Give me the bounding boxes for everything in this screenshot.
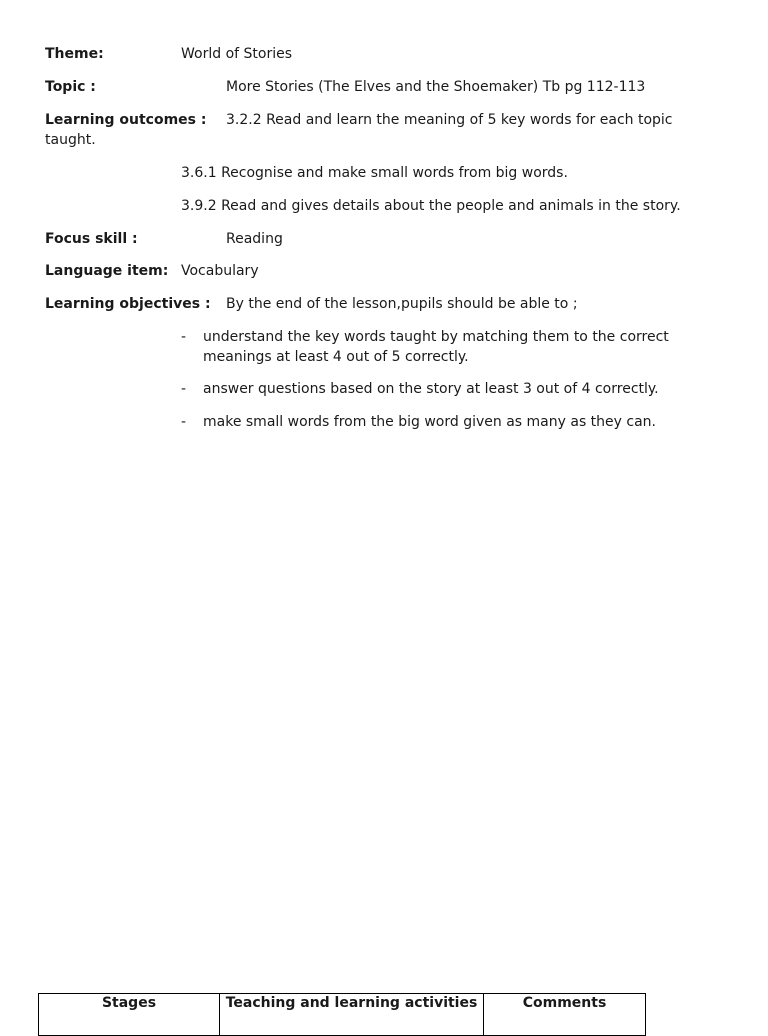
theme-label: Theme:	[45, 46, 104, 62]
bullet-dash: -	[181, 381, 187, 397]
learning-outcome-3-6-1: 3.6.1 Recognise and make small words from big words.	[181, 165, 568, 181]
theme-value: World of Stories	[181, 46, 293, 62]
language-item-label: Language item:	[45, 263, 169, 279]
table-header-comments: Comments	[484, 994, 646, 1036]
objective-item	[203, 379, 733, 399]
focus-skill-row	[45, 229, 138, 249]
topic-row	[45, 77, 96, 97]
learning-outcome-3-9-2: 3.9.2 Read and gives details about the people and animals in the story.	[181, 198, 681, 214]
table-header-activities: Teaching and learning activities	[220, 994, 484, 1036]
learning-objectives-row	[45, 294, 211, 314]
theme-row	[45, 44, 104, 64]
learning-outcomes-row	[45, 110, 206, 130]
topic-label: Topic :	[45, 79, 96, 95]
lesson-stages-table	[38, 993, 646, 1036]
language-item-row	[45, 261, 168, 281]
objective-item-line: answer questions based on the story at least 3 out of 4 correctly.	[203, 381, 659, 397]
learning-outcomes-label: Learning outcomes :	[45, 112, 207, 128]
learning-objectives-intro: By the end of the lesson,pupils should be able to ;	[226, 296, 578, 312]
bullet-dash: -	[181, 414, 187, 430]
table-header-stages: Stages	[39, 994, 220, 1036]
focus-skill-label: Focus skill :	[45, 231, 138, 247]
bullet-dash: -	[181, 329, 187, 345]
objective-item-line: meanings at least 4 out of 5 correctly.	[203, 349, 469, 365]
learning-outcome-3-2-2: 3.2.2 Read and learn the meaning of 5 key words for each topic	[226, 112, 673, 128]
objective-item	[203, 412, 733, 432]
focus-skill-value: Reading	[226, 231, 283, 247]
objective-item-line: make small words from the big word given as many as they can.	[203, 414, 656, 430]
learning-objectives-label: Learning objectives :	[45, 296, 211, 312]
objective-item	[203, 327, 733, 367]
topic-value: More Stories (The Elves and the Shoemaker) Tb pg 112-113	[226, 79, 646, 95]
objective-item-line: understand the key words taught by matching them to the correct	[203, 329, 669, 345]
learning-outcome-3-2-2-wrap: taught.	[45, 132, 96, 148]
language-item-value: Vocabulary	[181, 263, 259, 279]
table-header-row	[39, 994, 646, 1036]
